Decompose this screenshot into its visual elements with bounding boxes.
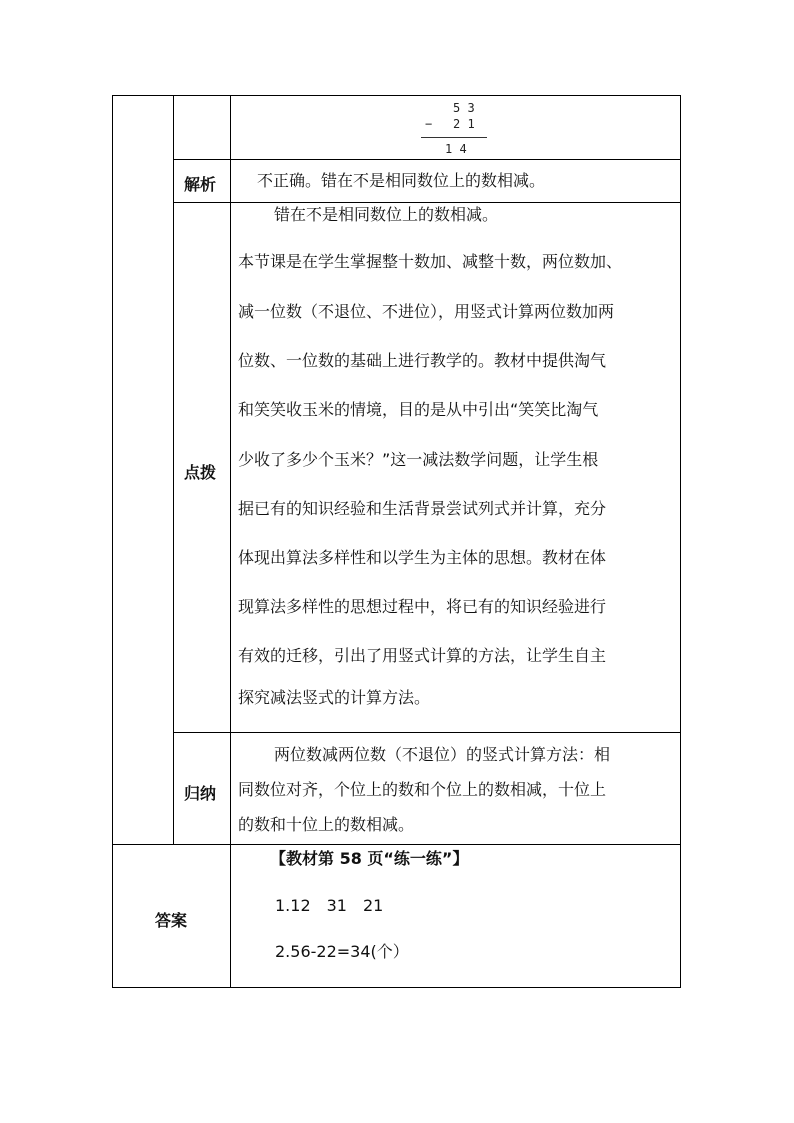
tips-line: 体现出算法多样性和以学生为主体的思想。教材在体 (238, 548, 607, 567)
column-divider-inner (173, 95, 174, 845)
tips-line: 位数、一位数的基础上进行教学的。教材中提供淘气 (238, 351, 607, 370)
tips-line: 现算法多样性的思想过程中，将已有的知识经验进行 (238, 597, 607, 616)
minus-sign: − (425, 117, 433, 131)
summary-line: 的数和十位上的数相减。 (238, 815, 415, 834)
analysis-text: 不正确。错在不是相同数位上的数相减。 (257, 171, 546, 190)
table-bottom-border (112, 987, 681, 988)
row-divider-summary (112, 844, 681, 845)
analysis-label: 解析 (184, 175, 217, 194)
answer-item-1: 1.12 31 21 (275, 896, 384, 915)
column-divider-content (230, 95, 231, 988)
row-divider-analysis (173, 202, 681, 203)
result-line (421, 137, 487, 138)
tips-line: 据已有的知识经验和生活背景尝试列式并计算，充分 (238, 499, 607, 518)
tips-line: 和笑笑收玉米的情境，目的是从中引出“笑笑比淘气 (238, 400, 599, 419)
row-divider-calc (173, 159, 681, 160)
minuend-digits: 5 3 (453, 101, 475, 115)
difference-digits: 1 4 (445, 142, 467, 156)
tips-line: 本节课是在学生掌握整十数加、减整十数，两位数加、 (238, 252, 623, 271)
tips-line: 减一位数（不退位、不进位），用竖式计算两位数加两 (238, 302, 615, 321)
summary-line: 两位数减两位数（不退位）的竖式计算方法：相 (274, 745, 611, 764)
table-top-border (112, 95, 681, 96)
summary-label: 归纳 (184, 784, 217, 803)
tips-line: 探究减法竖式的计算方法。 (238, 688, 431, 707)
tips-label: 点拨 (184, 463, 217, 482)
answer-item-2: 2.56-22=34(个） (275, 942, 409, 961)
table-right-border (680, 95, 681, 988)
answer-label: 答案 (155, 911, 188, 930)
answer-heading: 【教材第 58 页“练一练”】 (270, 849, 469, 868)
row-divider-tips (173, 732, 681, 733)
tips-first-line: 错在不是相同数位上的数相减。 (274, 205, 499, 224)
table-left-border (112, 95, 113, 988)
summary-line: 同数位对齐，个位上的数和个位上的数相减，十位上 (238, 780, 607, 799)
tips-line: 少收了多少个玉米？”这一减法数学问题，让学生根 (238, 450, 599, 469)
tips-line: 有效的迁移，引出了用竖式计算的方法，让学生自主 (238, 646, 607, 665)
subtrahend-digits: 2 1 (453, 117, 475, 131)
